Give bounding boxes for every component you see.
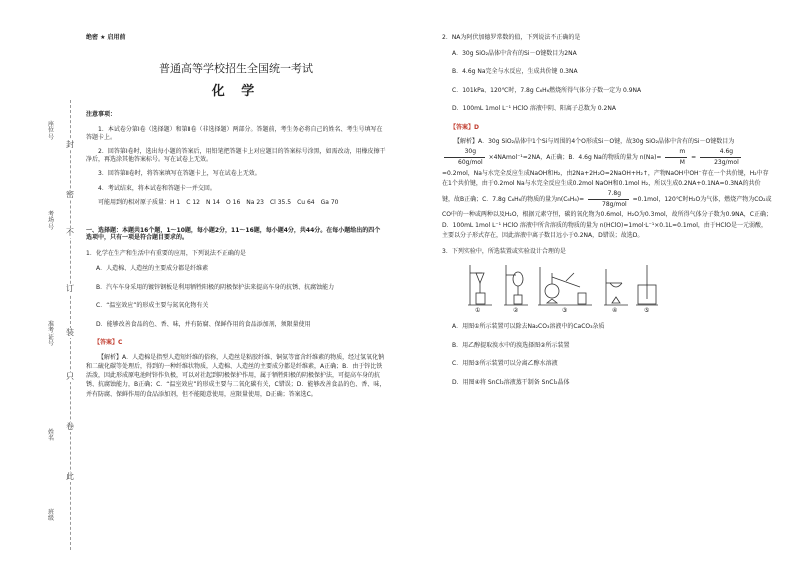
binding-char: 不 <box>63 228 77 238</box>
analysis-part: =0.2mol，Na与水完全反应生成NaOH和H₂，由2Na+2H₂O=2NaOH+H₂↑，产物NaOH中OH⁻存在一个共价键，H₂中存在1个共价键，由于0.2mol Na与水完全反应生成0.2mol NaOH和0.1mol H₂，所以生成0.2NA+0.1NA=0.3NA的共价键，故B正确；C．7.8g C₆H₆的物质的量为n(C₆H₆)= <box>442 169 769 204</box>
analysis-text: 【解析】A．人造棉是指型人造短纤维的俗称，人造丝是粘胶纤维、铜氨等富含纤维素的物质，经过氢氧化钠和二硫化碳等处理后，得到的一种纤维状物质，人造棉、人造丝的主要成分都是纤维素，A正确；B．由于锌比铁活泼，因此形成原电池时锌作负极，可以对社起到阴极保护作用，属于牺牲阳极的阴极保护法，可提高车身的抗锈、抗腐蚀能力，B正确；C．“温室效应”的形成主要与二氧化碳有关，C错误；D．能够改善食品的色、香、味，并有防腐、保鲜作用的食品添加剂，但不能随意使用，应限量使用，D正确；答案选C。 <box>86 353 386 398</box>
notice-item: 3．回答第Ⅱ卷时，将答案填写在答题卡上，写在试卷上无效。 <box>98 170 261 177</box>
analysis-part: ×4NAmol⁻¹=2NA，A正确；B．4.6g Na的物质的量为 n(Na)= <box>488 154 662 162</box>
fraction <box>665 147 687 168</box>
fraction <box>444 147 485 168</box>
atomic-masses: 可能用到的相对原子质量：H 1 C 12 N 14 O 16 Na 23 Cl 35.5 Cu 64 Ga 70 <box>98 199 339 206</box>
option-b: B．4.6g Na完全与水反应，生成共价键 0.3NA <box>452 68 578 75</box>
option-a: A．用图①所示装置可以除去Na₂CO₃溶液中的CaCO₃杂质 <box>452 323 605 331</box>
binding-dashed-line <box>70 100 71 550</box>
option-c: C．“温室效应”的形成主要与氮氧化物有关 <box>96 302 209 309</box>
subject-title: 化 学 <box>211 84 261 100</box>
option-d: D．100mL 1mol L⁻¹ HClO 溶液中阴、阳离子总数为 0.2NA <box>452 105 616 112</box>
binding-char: 只 <box>63 372 77 382</box>
fraction-denominator: 23g/mol <box>714 159 739 167</box>
left-column <box>86 34 386 406</box>
notice-item: 1．本试卷分第Ⅰ卷（选择题）和第Ⅱ卷（非选择题）两部分。答题前，考生务必将自己的姓名、考生号填写在答题卡上。 <box>86 126 383 141</box>
option-d: D．能够改善食品的色、香、味，并有防腐、保鲜作用的食品添加剂，须限量使用 <box>96 320 311 328</box>
fraction <box>700 147 741 168</box>
option-a: A．人造棉、人造丝的主要成分都是纤维素 <box>96 265 209 272</box>
fraction-numerator: 30g <box>444 147 485 158</box>
figure-label: ② <box>513 307 519 315</box>
question-stem: 1．化学在生产和生活中有重要的应用，下列说法不正确的是 <box>86 249 246 257</box>
fraction-denominator: 78g/mol <box>602 201 627 209</box>
figure-label: ⑤ <box>644 307 650 315</box>
binding-strip <box>30 100 86 550</box>
option-c: C．101kPa、120℃时，7.8g C₆H₆燃烧所得气体分子数一定为 0.9NA <box>452 86 642 94</box>
name-field: 姓名 <box>47 429 54 443</box>
binding-char: 封 <box>63 140 77 150</box>
secret-label: 绝密 ★ 启用前 <box>86 34 126 41</box>
admission-number-field: 准考证号 <box>47 321 54 347</box>
figure-label: ④ <box>612 307 618 315</box>
figure-label: ① <box>475 307 481 315</box>
binding-char: 订 <box>63 284 77 294</box>
class-field: 班级 <box>47 509 54 523</box>
option-b: B．用乙醇提取溴水中的溴选择图②所示装置 <box>452 341 570 349</box>
notice-item: 2．回答第Ⅰ卷时，选出每小题的答案后，用铅笔把答题卡上对应题目的答案标号涂黑，如需改动，用橡皮擦干净后，再选涂其他答案标号。写在试卷上无效。 <box>86 148 386 163</box>
section-heading: 一、选择题：本题共16个题，1～10题，每小题2分，11～16题，每小题4分，共44分。在每小题给出的四个选项中，只有一项是符合题目要求的。 <box>86 226 381 241</box>
fraction-numerator: 4.6g <box>700 147 741 158</box>
answer-label: 【答案】C <box>94 339 123 346</box>
analysis-part: =0.1mol，120℃时H₂O为气体，燃烧产物为CO₂或CO中的一种或两种以及H₂O，根据元素守恒，碳的氧化物为0.6mol，H₂O为0.3mol，故所得气体分子数为0.9NA，C正确；D．100mL 1mol L⁻¹ HClO 溶液中所含溶质的物质的量为 n(HClO)=1mol·L⁻¹×0.1L=0.1mol，由于HClO是一元弱酸，主要以分子形式存在，因此溶液中离子数目远小于0.2NA，D错误；故选D。 <box>442 196 772 239</box>
fraction-numerator: 7.8g <box>588 189 629 200</box>
binding-char: 此 <box>63 472 77 482</box>
notice-item: 4．考试结束，将本试卷和答题卡一并交回。 <box>98 184 216 192</box>
binding-char: 卷 <box>63 422 77 432</box>
option-c: C．用图③所示装置可以分离乙醇水溶液 <box>452 360 558 368</box>
analysis-part: 【解析】A．30g SiO₂晶体中1个Si与周围的4个O形成Si－O键，故30g SiO₂晶体中含有的Si－O键数目为 <box>454 138 735 145</box>
binding-char: 密 <box>63 190 77 200</box>
analysis-text <box>442 137 772 241</box>
option-b: B．汽车车身采用的镀锌钢板是利用牺牲阳极的阴极保护法来提高车身的抗锈、抗腐蚀能力 <box>96 283 335 291</box>
analysis-part: = <box>691 154 697 162</box>
room-number-field: 考场号 <box>47 211 54 231</box>
answer-label: 【答案】D <box>450 123 479 131</box>
right-column <box>442 34 772 397</box>
option-a: A．30g SiO₂晶体中含有的Si－O键数目为2NA <box>452 49 577 57</box>
notice-heading: 注意事项： <box>86 110 117 118</box>
figure-label: ③ <box>562 307 568 315</box>
fraction-denominator: 60g/mol <box>458 159 483 167</box>
fraction <box>588 189 629 210</box>
question-stem: 3．下列实验中，所选装置或实验设计合理的是 <box>442 247 566 255</box>
binding-char: 装 <box>63 328 77 338</box>
question-stem: 2．NA为阿伏加德罗常数的值，下列说法不正确的是 <box>442 34 581 41</box>
fraction-denominator: M <box>679 159 685 167</box>
seat-number-field: 座位号 <box>47 121 54 141</box>
fraction-numerator: m <box>665 147 687 158</box>
apparatus-figure <box>462 263 772 315</box>
exam-title: 普通高等学校招生全国统一考试 <box>159 61 313 75</box>
option-d: D．用图④将 SnCl₂溶液蒸干制备 SnCl₂晶体 <box>452 378 570 386</box>
apparatus-drawings <box>462 263 662 309</box>
